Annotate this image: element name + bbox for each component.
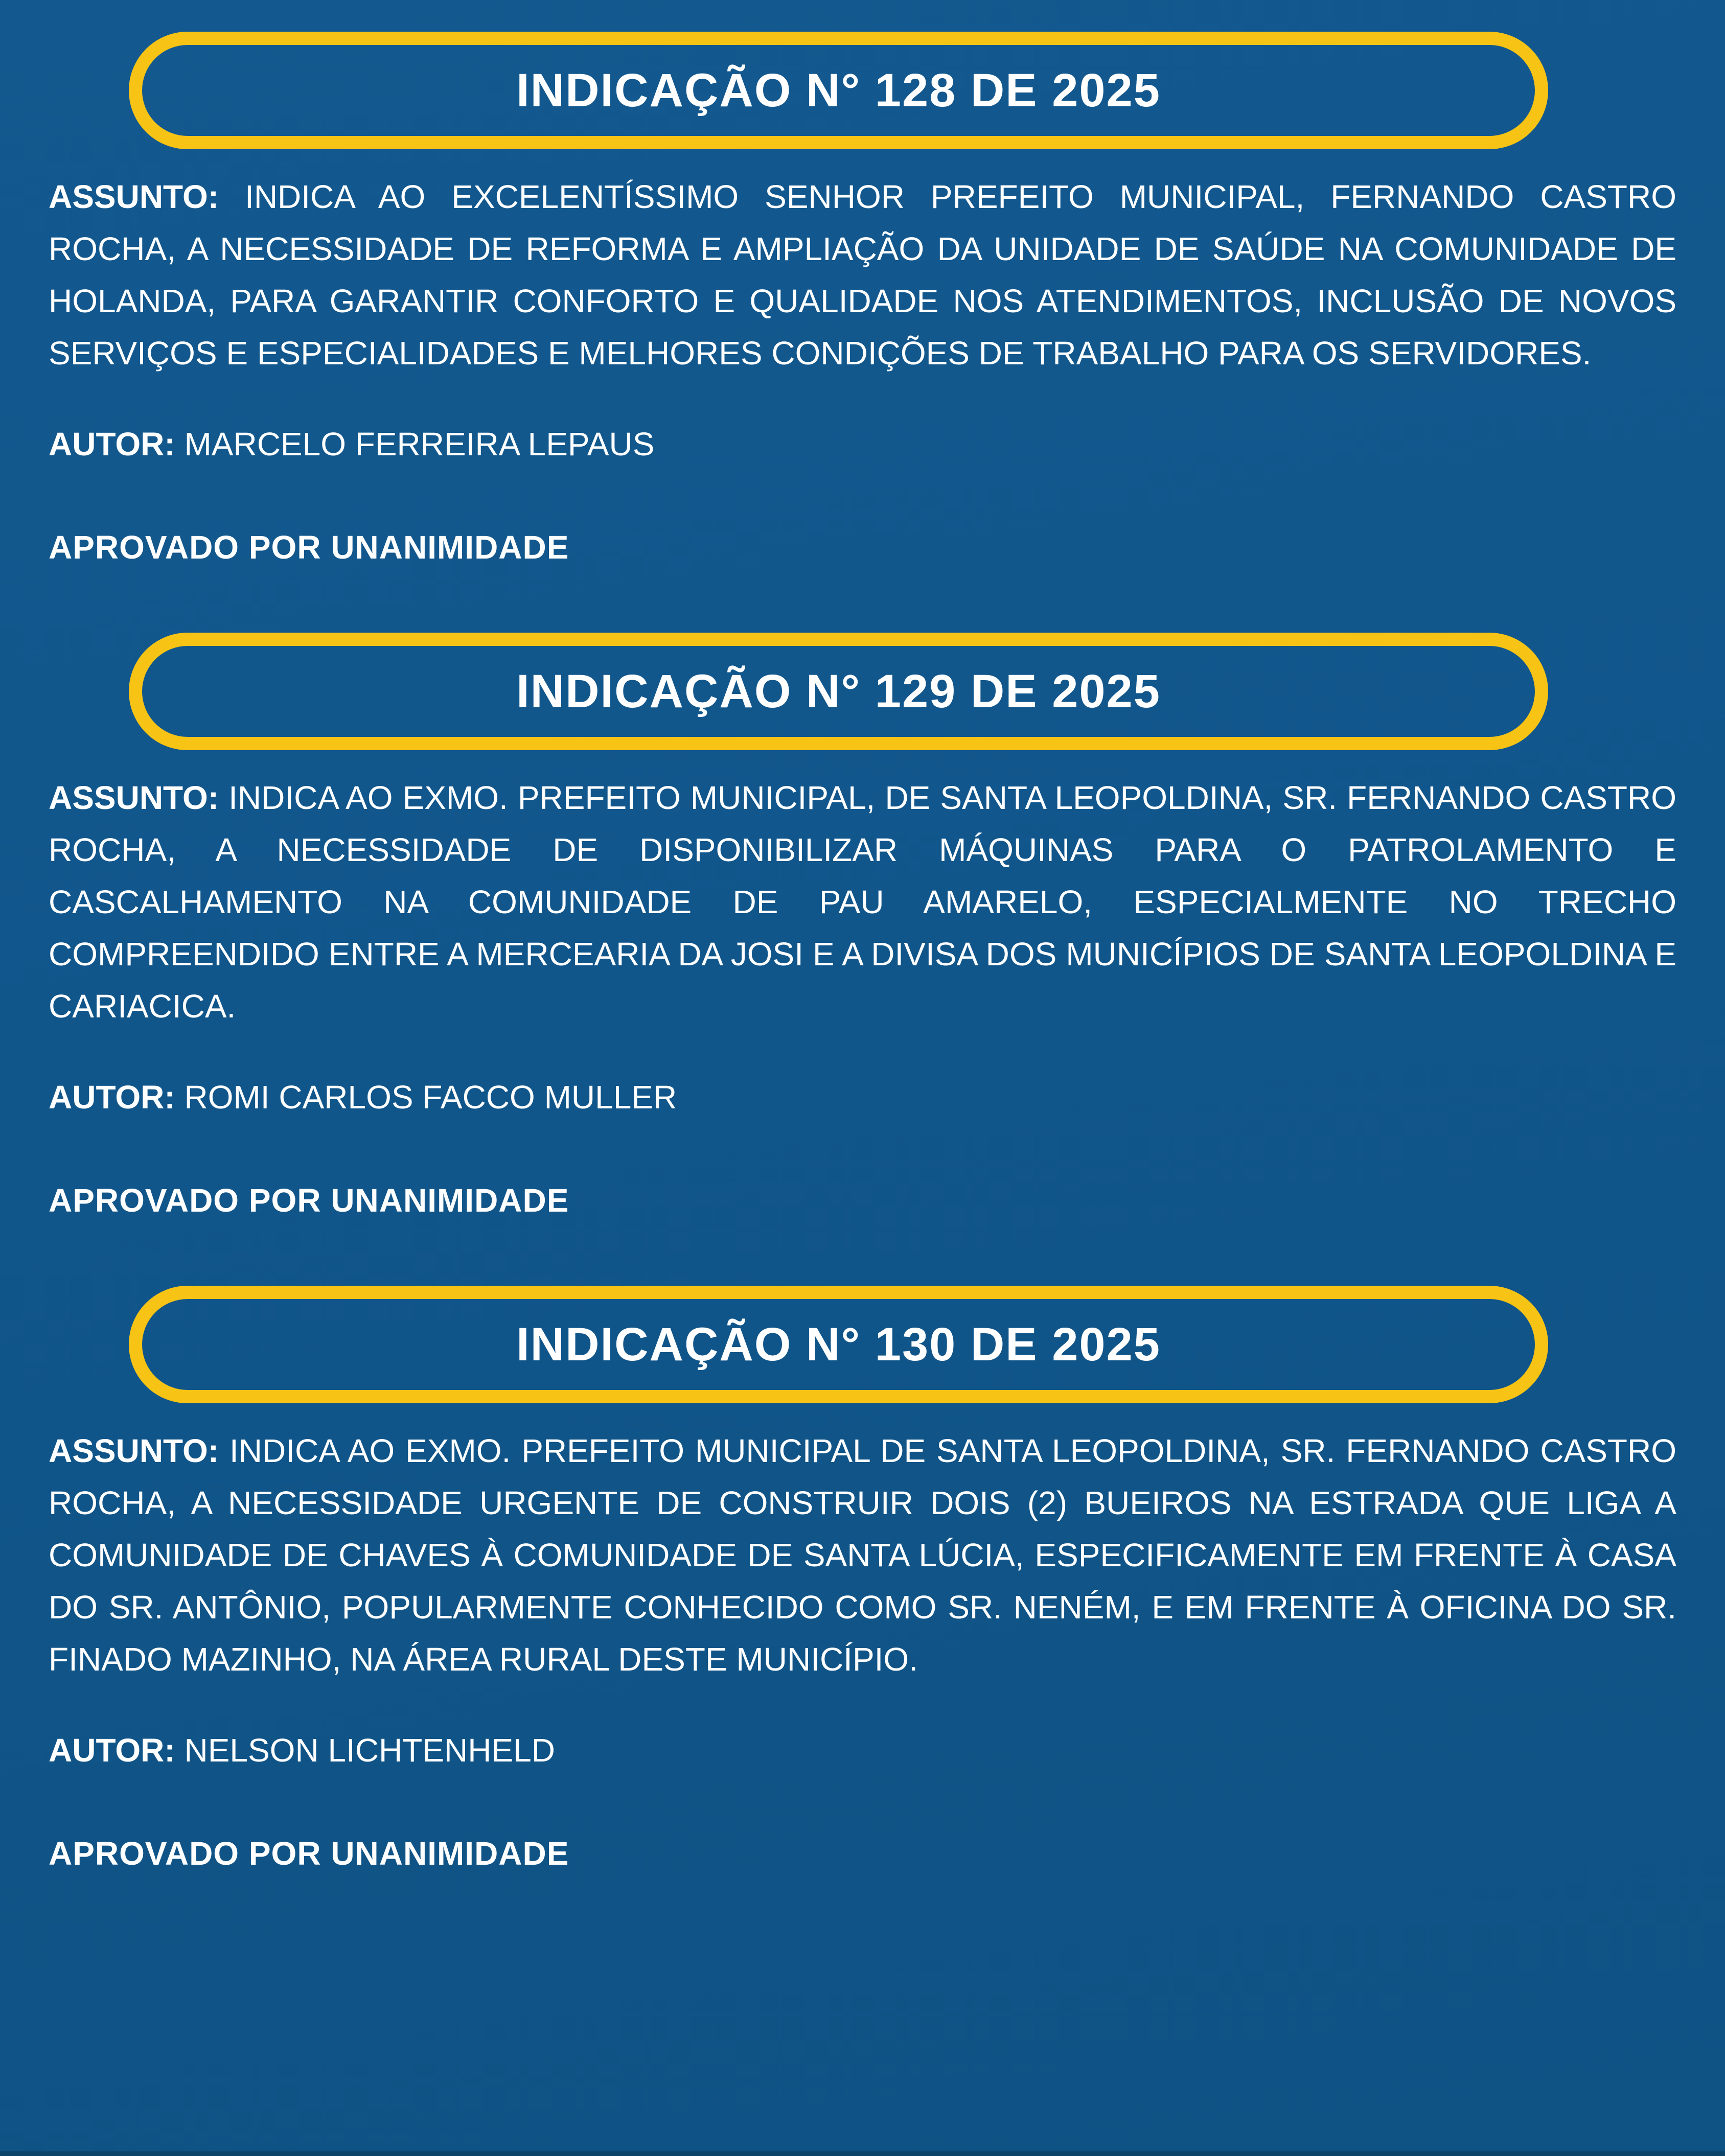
assunto-paragraph bbox=[49, 171, 1676, 379]
assunto-text: INDICA AO EXMO. PREFEITO MUNICIPAL DE SANTA LEOPOLDINA, SR. FERNANDO CASTRO ROCHA, A NECESSIDADE URGENTE DE CONSTRUIR DOIS (2) BUEIROS NA ESTRADA QUE LIGA A COMUNIDADE DE CHAVES À COMUNIDADE DE SANTA LÚCIA, ESPECIFICAMENTE EM FRENTE À CASA DO SR. ANTÔNIO, POPULARMENTE CONHECIDO COMO SR. NENÉM, E EM FRENTE À OFICINA DO SR. FINADO MAZINHO, NA ÁREA RURAL DESTE MUNICÍPIO. bbox=[49, 1432, 1677, 1678]
autor-label: AUTOR: bbox=[49, 1732, 175, 1769]
autor-name: NELSON LICHTENHELD bbox=[184, 1732, 555, 1769]
indication-section-128 bbox=[0, 32, 1725, 567]
bottom-edge-bar bbox=[0, 2151, 1725, 2156]
autor-label: AUTOR: bbox=[49, 426, 175, 462]
assunto-label: ASSUNTO: bbox=[49, 779, 219, 816]
assunto-text: INDICA AO EXMO. PREFEITO MUNICIPAL, DE SANTA LEOPOLDINA, SR. FERNANDO CASTRO ROCHA, A NECESSIDADE DE DISPONIBILIZAR MÁQUINAS PARA O PATROLAMENTO E CASCALHAMENTO NA COMUNIDADE DE PAU AMARELO, ESPECIALMENTE NO TRECHO COMPREENDIDO ENTRE A MERCEARIA DA JOSI E A DIVISA DOS MUNICÍPIOS DE SANTA LEOPOLDINA E CARIACICA. bbox=[49, 779, 1677, 1025]
autor-label: AUTOR: bbox=[49, 1079, 175, 1116]
autor-line bbox=[49, 1730, 1676, 1770]
indication-title: INDICAÇÃO N° 130 DE 2025 bbox=[516, 1318, 1161, 1371]
assunto-paragraph bbox=[49, 1425, 1676, 1685]
autor-name: MARCELO FERREIRA LEPAUS bbox=[184, 426, 655, 462]
indication-title-badge bbox=[129, 32, 1548, 149]
indication-section-129 bbox=[0, 633, 1725, 1220]
approval-status: APROVADO POR UNANIMIDADE bbox=[49, 1835, 569, 1872]
indication-title: INDICAÇÃO N° 129 DE 2025 bbox=[516, 665, 1161, 717]
indication-title: INDICAÇÃO N° 128 DE 2025 bbox=[516, 64, 1161, 117]
assunto-text: INDICA AO EXCELENTÍSSIMO SENHOR PREFEITO MUNICIPAL, FERNANDO CASTRO ROCHA, A NECESSIDADE DE REFORMA E AMPLIAÇÃO DA UNIDADE DE SAÚDE NA COMUNIDADE DE HOLANDA, PARA GARANTIR CONFORTO E QUALIDADE NOS ATENDIMENTOS, INCLUSÃO DE NOVOS SERVIÇOS E ESPECIALIDADES E MELHORES CONDIÇÕES DE TRABALHO PARA OS SERVIDORES. bbox=[49, 178, 1677, 372]
indication-section-130 bbox=[0, 1286, 1725, 1873]
assunto-label: ASSUNTO: bbox=[49, 1432, 219, 1469]
autor-name: ROMI CARLOS FACCO MULLER bbox=[184, 1079, 677, 1116]
indication-title-badge bbox=[129, 1286, 1548, 1403]
autor-line bbox=[49, 1077, 1676, 1117]
approval-status: APROVADO POR UNANIMIDADE bbox=[49, 1182, 569, 1219]
approval-status: APROVADO POR UNANIMIDADE bbox=[49, 529, 569, 566]
assunto-label: ASSUNTO: bbox=[49, 178, 219, 215]
autor-line bbox=[49, 424, 1676, 464]
assunto-paragraph bbox=[49, 772, 1676, 1032]
indication-title-badge bbox=[129, 633, 1548, 750]
